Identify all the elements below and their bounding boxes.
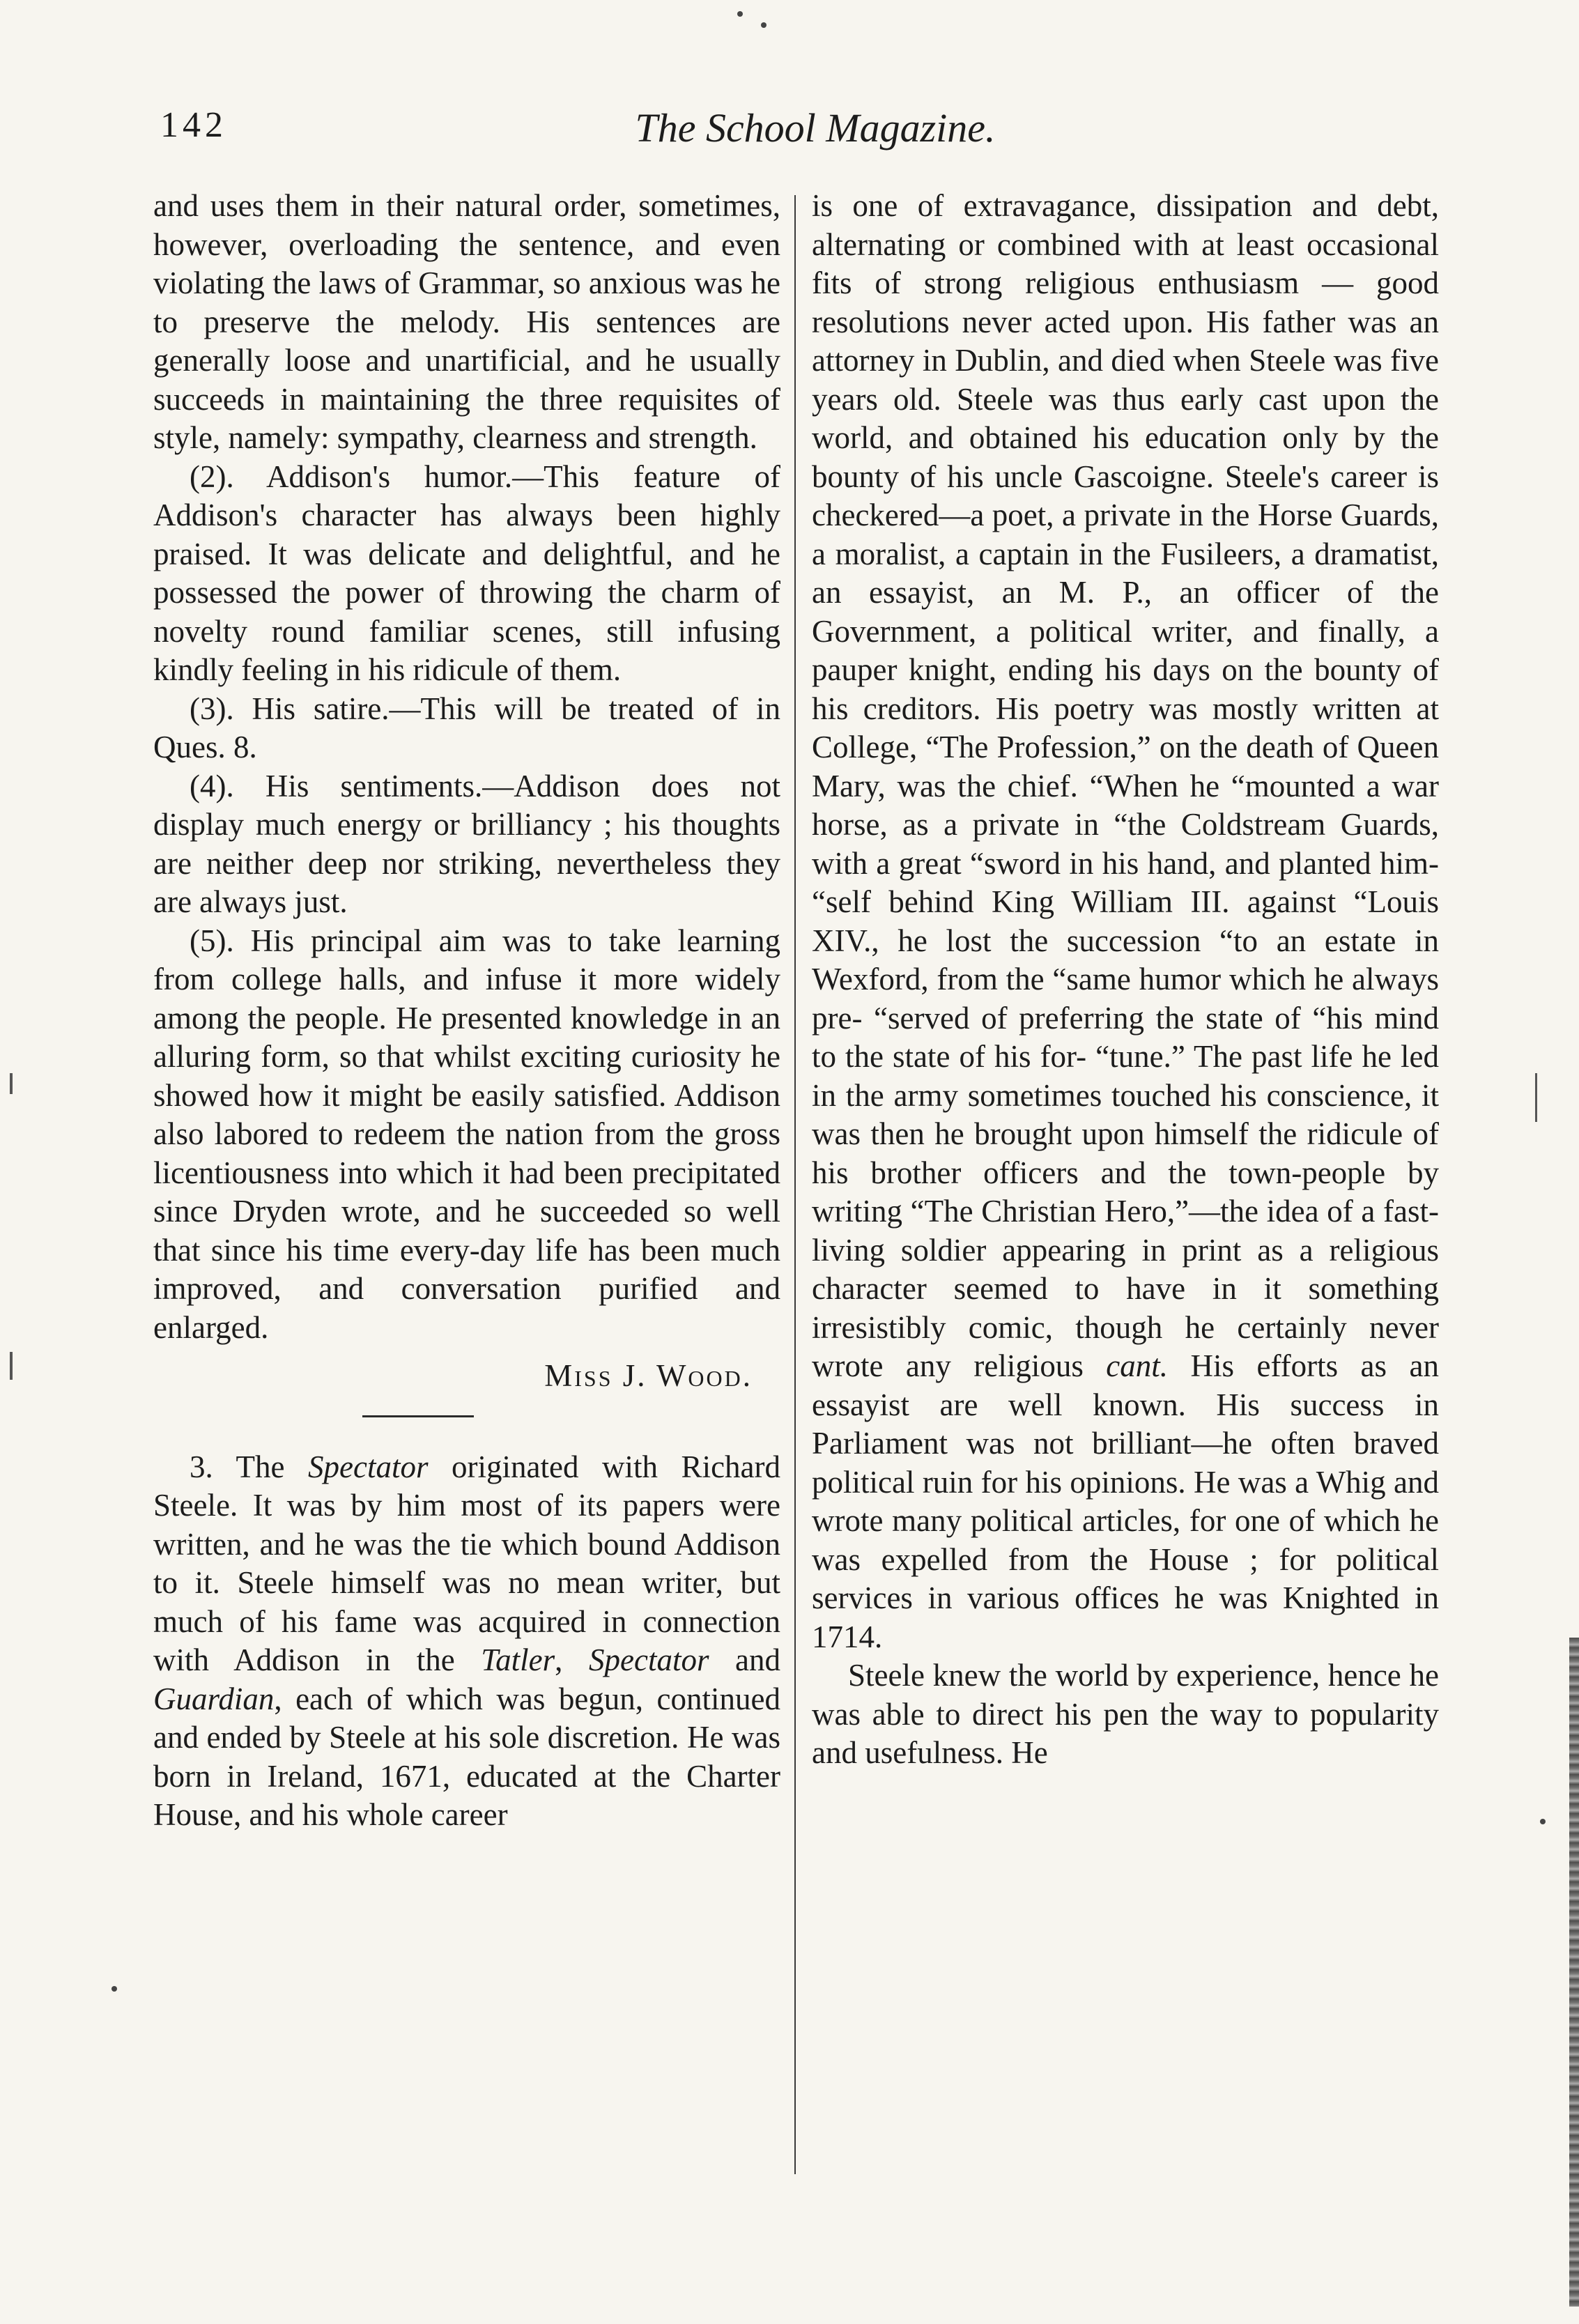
left-column bbox=[153, 187, 780, 1835]
paragraph: (3). His satire.—This will be treated of in Ques. 8. bbox=[153, 691, 780, 764]
speck-mark bbox=[761, 22, 767, 28]
publication-title: Guardian bbox=[153, 1681, 275, 1716]
publication-title: Tatler bbox=[481, 1642, 555, 1677]
text-run: His efforts as an essayist are well known. His success in Parliament was not brilliant—he often braved political ruin for his opinions. He was a Whig and wrote many political articles, for one of which he was expelled from the House ; for political services in various offices he was Knighted in 1714. bbox=[812, 1348, 1439, 1654]
paragraph: (2). Addison's humor.—This feature of Addison's character has always been highly praised. It was delicate and delightful, and he possessed the power of throwing the charm of novelty round familiar scenes, still infusing kindly feeling in his ridicule of them. bbox=[153, 459, 780, 687]
publication-title: Spectator bbox=[308, 1449, 429, 1484]
margin-mark bbox=[1535, 1073, 1537, 1122]
margin-mark bbox=[10, 1073, 13, 1094]
paragraph bbox=[153, 1448, 780, 1835]
running-title: The School Magazine. bbox=[635, 105, 996, 151]
speck-mark bbox=[1540, 1819, 1546, 1824]
margin-mark bbox=[10, 1352, 13, 1380]
text-run: , each of which was begun, continued and ended by Steele at his sole discretion. He was born in Ireland, 1671, educated at the Charter House, and his whole career bbox=[153, 1681, 780, 1832]
text-run: and bbox=[709, 1642, 781, 1677]
paragraph bbox=[812, 187, 1439, 1656]
speck-mark bbox=[737, 11, 743, 17]
paragraph: (5). His principal aim was to take learning from college halls, and infuse it more widely among the people. He presented knowledge in an alluring form, so that whilst exciting curiosity he showed how it might be easily satisfied. Addison also labored to redeem the nation from the gross licentiousness into which it had been precipitated since Dryden wrote, and he succeeded so well that since his time every-day life has been much improved, and conversation purified and enlarged. bbox=[153, 923, 780, 1345]
emphasized-word: cant. bbox=[1106, 1348, 1169, 1383]
right-column bbox=[812, 187, 1439, 1773]
text-run: , bbox=[555, 1642, 589, 1677]
text-run: originated with Richard Steele. It was by him most of its papers were written, and he was the tie which bound Addison to it. Steele himself was no mean writer, but much of his fame was acquired in connection with Addison in the bbox=[153, 1449, 780, 1677]
speck-mark bbox=[111, 1986, 117, 1992]
paragraph: and uses them in their natural order, sometimes, however, overloading the sentence, and even violating the laws of Grammar, so anxious was he to preserve the melody. His sentences are generally loose and unartificial, and he usually succeeds in maintaining the three requisites of style, namely: sympathy, clearness and strength. bbox=[153, 188, 780, 455]
binding-edge bbox=[1569, 1638, 1579, 2307]
text-run: is one of extravagance, dissipation and debt, alternating or combined with at least occasional fits of strong religious enthusiasm — good resolutions never acted upon. His father was an attorney in Dublin, and died when Steele was five years old. Steele was thus early cast upon the world, and obtained his education only by the bounty of his uncle Gascoigne. Steele's career is checkered—a poet, a private in the Horse Guards, a moralist, a captain in the Fusileers, a dramatist, an essayist, an M. P., an officer of the Government, a political writer, and finally, a pauper knight, ending his days on the bounty of his creditors. His poetry was mostly written at College, “The Profession,” on the death of Queen Mary, was the chief. “When he “mounted a war horse, as a private in “the Coldstream Guards, with a great “sword in his hand, and planted him- “self behind King William III. against “Louis XIV., he lost the succession “to an estate in Wexford, from the “same humor which he always pre- “served of preferring the state of “his mind to the state of his for- “tune.” The past life he led in the army sometimes touched his conscience, it was then he brought upon himself the ridicule of his brother officers and the town-people by writing “The Christian Hero,”—the idea of a fast-living soldier appearing in print as a religious character seemed to have in it something irresistibly comic, though he certainly never wrote any religious bbox=[812, 188, 1439, 1383]
text-run: 3. The bbox=[190, 1449, 308, 1484]
paragraph: Steele knew the world by experience, hence he was able to direct his pen the way to popularity and usefulness. He bbox=[812, 1658, 1439, 1770]
paragraph: (4). His sentiments.—Addison does not display much energy or brilliancy ; his thoughts are neither deep nor striking, nevertheless they are always just. bbox=[153, 768, 780, 919]
publication-title: Spectator bbox=[589, 1642, 709, 1677]
page-number: 142 bbox=[160, 105, 227, 145]
page-header bbox=[160, 105, 1470, 160]
column-divider bbox=[794, 195, 796, 2174]
section-divider bbox=[362, 1415, 474, 1417]
author-signature: Miss J. Wood. bbox=[544, 1358, 753, 1393]
